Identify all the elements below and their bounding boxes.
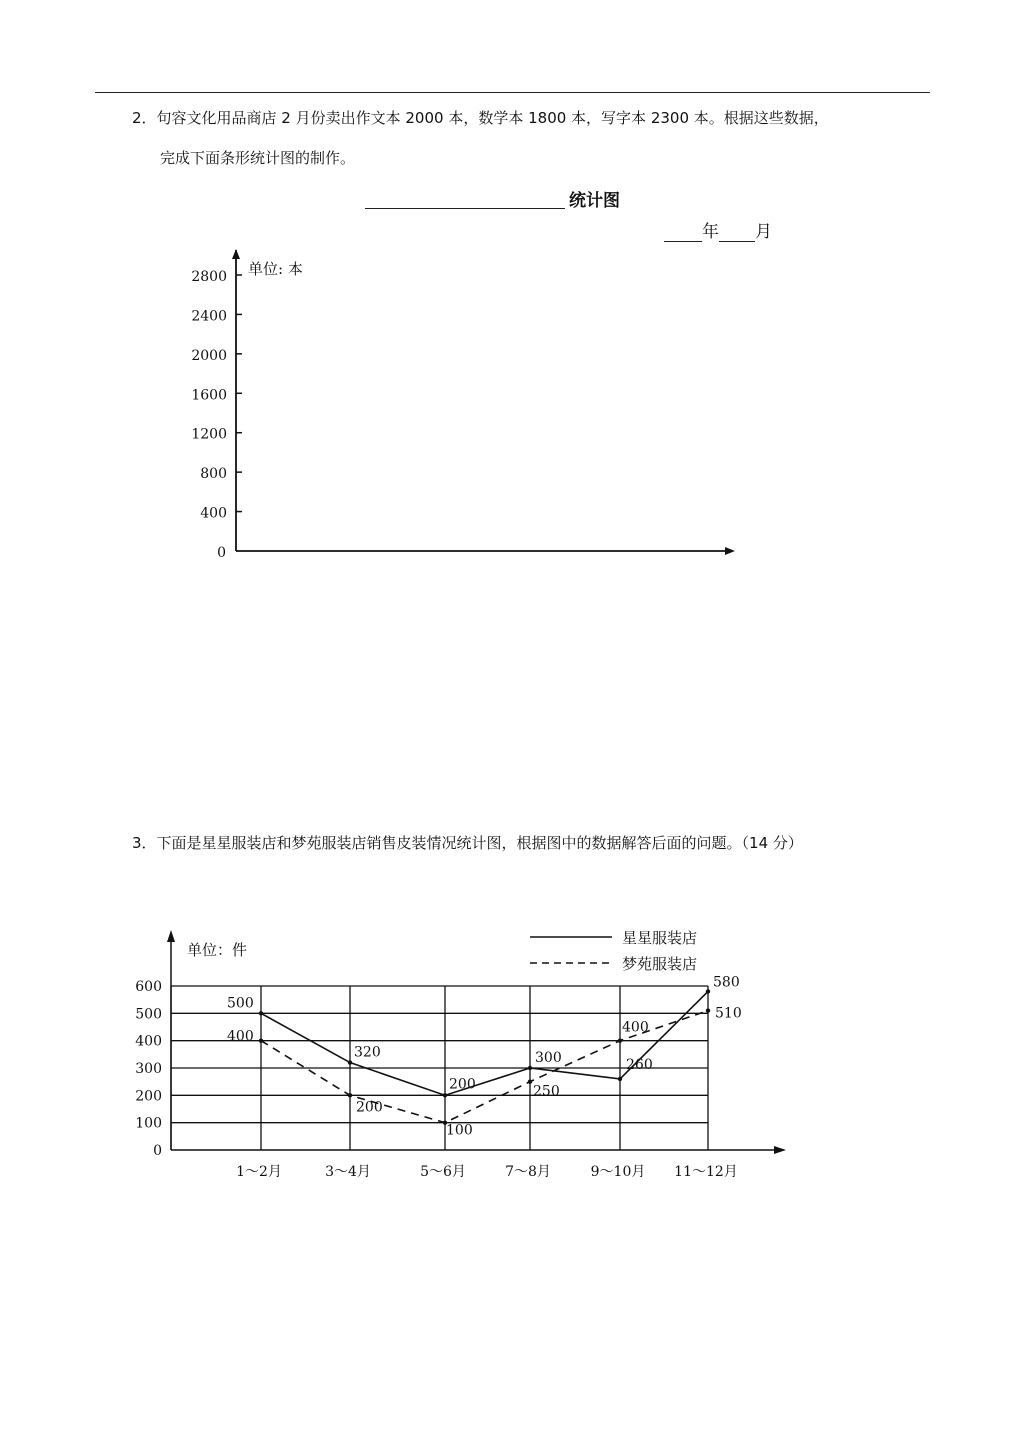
x-axis-arrow	[774, 1146, 786, 1154]
legend-label-0: 星星服装店	[622, 929, 698, 947]
y-tick-label: 0	[217, 545, 226, 561]
data-point	[706, 989, 710, 993]
data-point	[618, 1038, 622, 1042]
data-label: 250	[533, 1083, 560, 1100]
y-tick-label: 1200	[191, 426, 227, 443]
data-label: 400	[227, 1028, 254, 1045]
y-tick-label: 500	[135, 1006, 162, 1023]
legend-label-1: 梦苑服装店	[622, 955, 698, 973]
y-tick-label: 2400	[191, 308, 227, 325]
unit-label: 单位：件	[187, 941, 248, 959]
x-tick-label: 7～8月	[505, 1164, 551, 1180]
data-label: 320	[354, 1044, 381, 1061]
y-tick-label: 0	[153, 1143, 162, 1159]
unit-label: 单位: 本	[248, 260, 303, 278]
y-tick-label: 800	[200, 466, 227, 483]
data-point	[259, 1038, 263, 1042]
month-label: 月	[755, 222, 772, 242]
data-label: 500	[227, 995, 254, 1012]
chart-title-suffix: 统计图	[569, 191, 620, 211]
y-tick-label: 400	[200, 505, 227, 522]
y-tick-label: 1600	[191, 387, 227, 404]
data-point	[443, 1093, 447, 1097]
data-label: 400	[622, 1019, 649, 1036]
data-point	[528, 1066, 532, 1070]
x-tick-label: 5～6月	[420, 1164, 466, 1180]
data-point	[706, 1008, 710, 1012]
series-line-0	[261, 991, 708, 1095]
y-tick-label: 100	[135, 1115, 162, 1132]
x-tick-label: 3～4月	[325, 1164, 371, 1180]
question-3-text: 3．下面是星星服装店和梦苑服装店销售皮装情况统计图，根据图中的数据解答后面的问题。（14 分）	[132, 834, 803, 852]
x-tick-label: 11～12月	[674, 1164, 738, 1180]
year-label: 年	[702, 222, 719, 242]
x-tick-label: 1～2月	[236, 1164, 282, 1180]
question-2-text: 2．句容文化用品商店 2 月份卖出作文本 2000 本，数学本 1800 本，写字本 2300 本。根据这些数据，	[132, 109, 829, 127]
data-label: 200	[449, 1076, 476, 1093]
data-label: 100	[446, 1122, 473, 1139]
y-tick-label: 2000	[191, 347, 227, 364]
data-point	[528, 1079, 532, 1083]
data-label: 580	[713, 974, 740, 991]
y-tick-label: 200	[135, 1088, 162, 1105]
x-tick-label: 9～10月	[590, 1164, 646, 1180]
y-tick-label: 2800	[191, 269, 227, 285]
y-axis-arrow	[167, 930, 175, 942]
data-label: 200	[356, 1099, 383, 1116]
data-label: 510	[715, 1005, 742, 1022]
data-label: 260	[626, 1056, 653, 1073]
y-tick-label: 600	[135, 979, 162, 995]
question-2-text-cont: 完成下面条形统计图的制作。	[160, 149, 356, 167]
y-tick-label: 400	[135, 1033, 162, 1050]
data-point	[348, 1060, 352, 1064]
data-label: 300	[535, 1050, 562, 1066]
data-point	[348, 1093, 352, 1097]
data-point	[259, 1011, 263, 1015]
data-point	[618, 1077, 622, 1081]
y-tick-label: 300	[135, 1061, 162, 1077]
